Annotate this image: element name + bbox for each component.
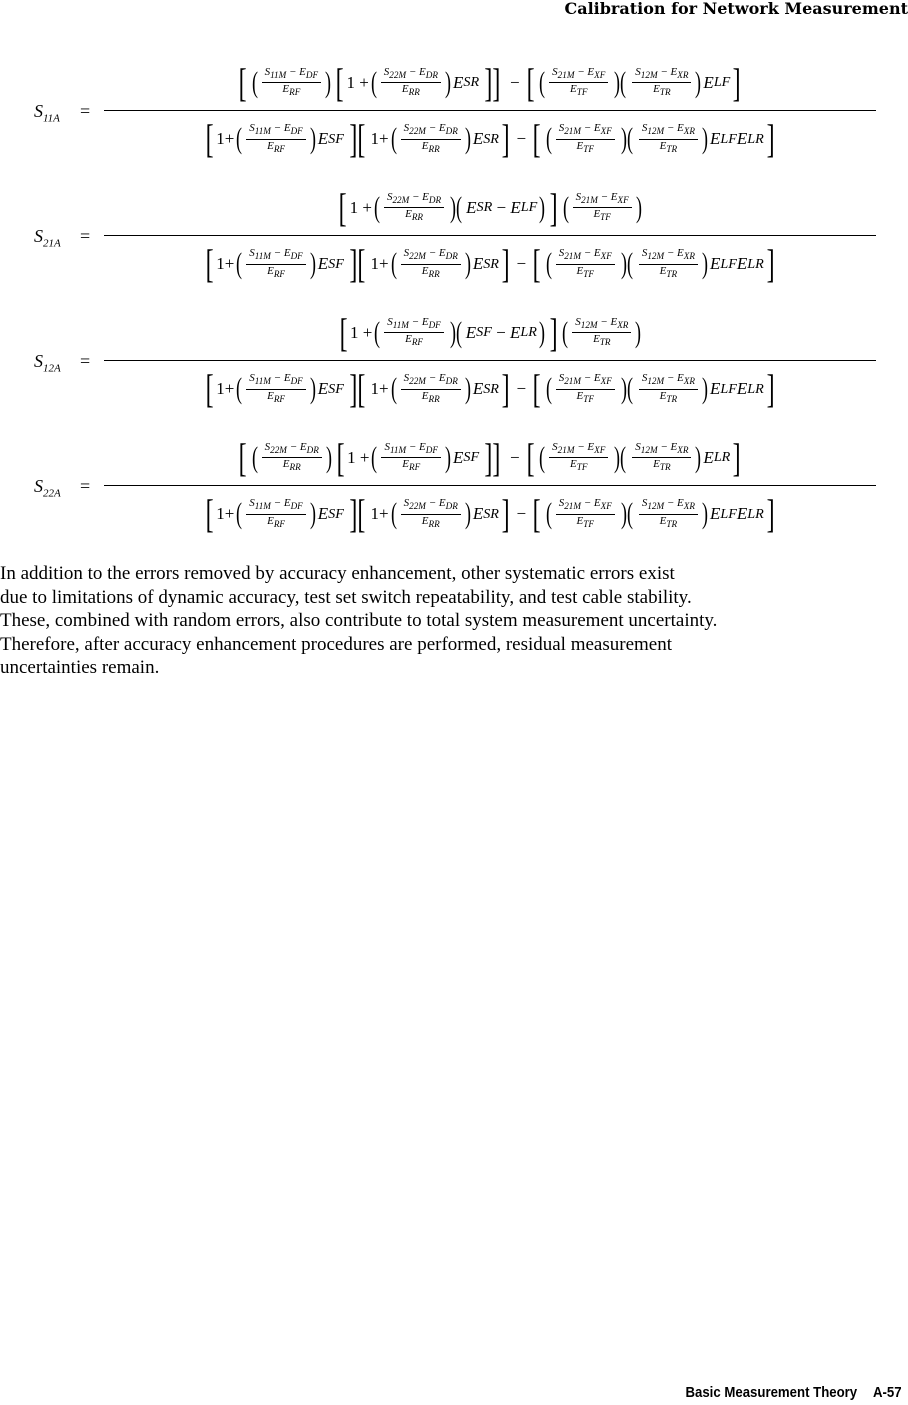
- equation-denominator: [104, 486, 876, 542]
- equation-lhs: $S_{11A}$: [34, 101, 60, 125]
- equation-s22a: [0, 430, 908, 548]
- equation-s12a: [0, 305, 908, 423]
- equation-s11a: [0, 55, 908, 173]
- numerator-expression: [ 1 + ( $S_{11M} - E_{DF}$ $E_{RF}$ )( E SF − E LR ) ] ( $S_{12M} - E_{XR}$ $E_{TR}$ ): [339, 309, 642, 355]
- denominator-expression: [ 1+ ( $S_{11M} - E_{DF}$ $E_{RF}$ ) E SF ][ 1+ ( $S_{22M} - E_{DR}$ $E_{RR}$ ) E SR ] − [ ( $S_{21M} - E_{XF}$ $E_{TF}$ )( $S_{12M} - E_{XR}$ $E_{TR}$ ) E LF E LR ]: [205, 366, 775, 411]
- denominator-expression: [ 1+ ( $S_{11M} - E_{DF}$ $E_{RF}$ ) E SF ][ 1+ ( $S_{22M} - E_{DR}$ $E_{RR}$ ) E SR ] − [ ( $S_{21M} - E_{XF}$ $E_{TF}$ )( $S_{12M} - E_{XR}$ $E_{TR}$ ) E LF E LR ]: [205, 491, 775, 536]
- equation-lhs: $S_{22A}$: [34, 476, 61, 500]
- body-paragraph: [0, 562, 906, 680]
- footer-section-title: Basic Measurement Theory: [685, 1384, 858, 1401]
- paragraph-line: uncertainties remain.: [0, 657, 160, 678]
- equals-sign: =: [80, 351, 91, 371]
- paragraph-line: In addition to the errors removed by accuracy enhancement, other systematic errors exist: [0, 563, 675, 584]
- numerator-expression: [ 1 + ( $S_{22M} - E_{DR}$ $E_{RR}$ )( E SR − E LF ) ] ( $S_{21M} - E_{XF}$ $E_{TF}$ ): [338, 184, 642, 230]
- equation-denominator: [104, 111, 876, 167]
- equation-numerator: [104, 430, 876, 485]
- numerator-expression: [ ( $S_{22M} - E_{DR}$ $E_{RR}$ ) [ 1 + ( $S_{11M} - E_{DF}$ $E_{RF}$ ) E SF ]] − [ ( $S_{21M} - E_{XF}$ $E_{TF}$ )( $S_{12M} - E_{XR}$ $E_{TR}$ ) E LR ]: [238, 434, 742, 480]
- page-footer: [686, 1384, 902, 1401]
- paragraph-line: Therefore, after accuracy enhancement procedures are performed, residual measurement: [0, 633, 673, 655]
- equation-lhs: $S_{21A}$: [34, 226, 61, 250]
- denominator-expression: [ 1+ ( $S_{11M} - E_{DF}$ $E_{RF}$ ) E SF ][ 1+ ( $S_{22M} - E_{DR}$ $E_{RR}$ ) E SR ] − [ ( $S_{21M} - E_{XF}$ $E_{TF}$ )( $S_{12M} - E_{XR}$ $E_{TR}$ ) E LF E LR ]: [205, 241, 775, 286]
- page-header: [0, 0, 908, 18]
- equation-denominator: [104, 236, 876, 292]
- equation-lhs: $S_{12A}$: [34, 351, 61, 375]
- equation-s21a: [0, 180, 908, 298]
- numerator-expression: [ ( $S_{11M} - E_{DF}$ $E_{RF}$ ) [ 1 + ( $S_{22M} - E_{DR}$ $E_{RR}$ ) E SR ]] − [ ( $S_{21M} - E_{XF}$ $E_{TF}$ )( $S_{12M} - E_{XR}$ $E_{TR}$ ) E LF ]: [238, 59, 742, 105]
- equation-numerator: [104, 180, 876, 235]
- equation-numerator: [104, 55, 876, 110]
- equals-sign: =: [80, 226, 91, 246]
- paragraph-line: These, combined with random errors, also contribute to total system measurement uncertainty.: [0, 610, 718, 631]
- denominator-expression: [ 1+ ( $S_{11M} - E_{DF}$ $E_{RF}$ ) E SF ][ 1+ ( $S_{22M} - E_{DR}$ $E_{RR}$ ) E SR ] − [ ( $S_{21M} - E_{XF}$ $E_{TF}$ )( $S_{12M} - E_{XR}$ $E_{TR}$ ) E LF E LR ]: [205, 116, 775, 161]
- equals-sign: =: [80, 476, 91, 496]
- paragraph-line: due to limitations of dynamic accuracy, test set switch repeatability, and test cable stability.: [0, 586, 692, 608]
- equals-sign: =: [80, 101, 91, 121]
- page-number: A-57: [873, 1384, 902, 1401]
- equation-numerator: [104, 305, 876, 360]
- header-title: Calibration for Network Measurement: [564, 0, 908, 18]
- equation-denominator: [104, 361, 876, 417]
